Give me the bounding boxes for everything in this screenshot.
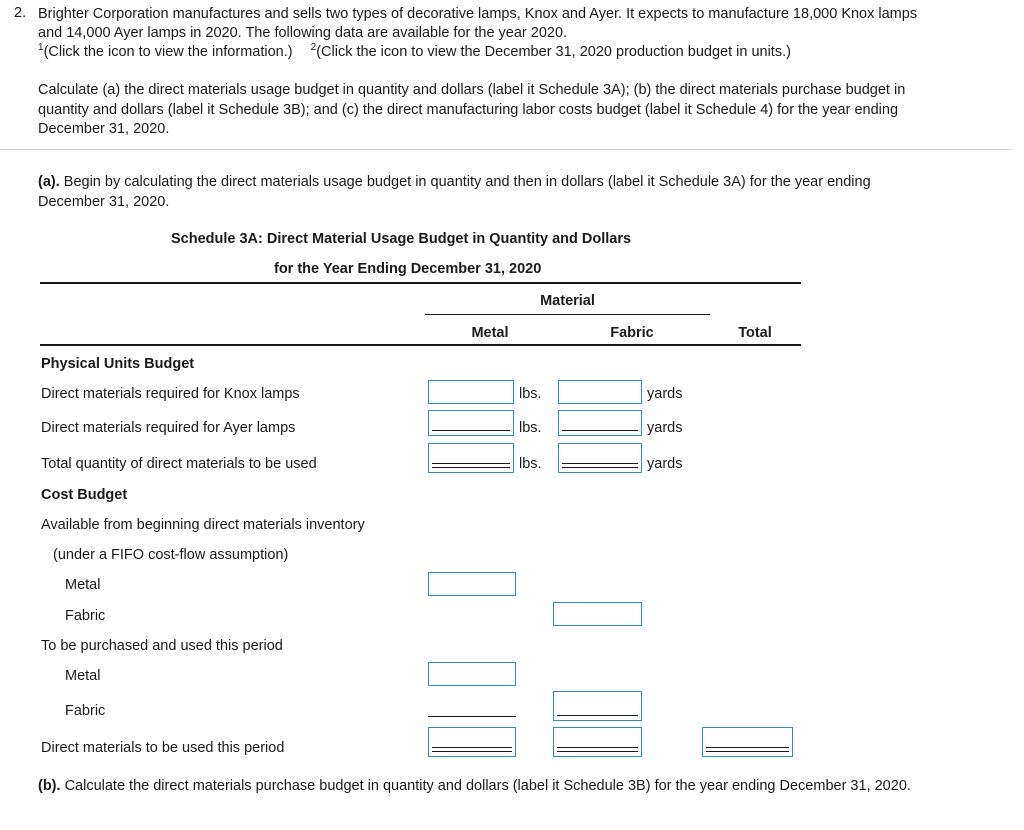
header-rule (40, 344, 801, 346)
part-a-line1 (38, 173, 871, 193)
row-purch-metal-label: Metal (65, 668, 101, 684)
used-total-cost-input[interactable] (702, 727, 793, 757)
info-link-2[interactable] (311, 44, 791, 60)
section-divider (0, 149, 1012, 150)
used-fabric-cost-input[interactable] (553, 727, 642, 757)
beg-metal-cost-input[interactable] (428, 572, 516, 596)
used-metal-cost-input[interactable] (428, 727, 516, 757)
title-rule (40, 282, 801, 284)
instructions-line1: Calculate (a) the direct materials usage budget in quantity and dollars (label it Schedule 3A); (b) the direct materials purchase budget in (38, 82, 906, 98)
unit-lbs: lbs. (519, 420, 542, 436)
purch-fabric-cost-input[interactable] (553, 691, 642, 721)
knox-fabric-input[interactable] (558, 380, 642, 404)
unit-lbs: lbs. (519, 456, 542, 472)
row-ayer-label: Direct materials required for Ayer lamps (41, 420, 296, 436)
column-header-metal: Metal (471, 325, 509, 341)
part-a-text: Begin by calculating the direct materials usage budget in quantity and then in dollars (label it Schedule 3A) for the year ending (59, 174, 871, 190)
part-a-line2: December 31, 2020. (38, 194, 170, 210)
ayer-metal-input[interactable] (428, 410, 514, 436)
unit-yards: yards (647, 386, 683, 402)
total-fabric-input[interactable] (558, 443, 642, 473)
total-metal-input[interactable] (428, 443, 514, 473)
row-total-qty-label: Total quantity of direct materials to be used (41, 456, 317, 472)
row-knox-label: Direct materials required for Knox lamps (41, 386, 300, 402)
unit-yards: yards (647, 420, 683, 436)
part-b-text: Calculate the direct materials purchase budget in quantity and dollars (label it Schedule 3B) for the year ending December 31, 2020. (60, 778, 911, 794)
knox-metal-input[interactable] (428, 380, 514, 404)
schedule-subtitle: for the Year Ending December 31, 2020 (274, 261, 542, 277)
part-b-line (38, 777, 911, 797)
row-available-label: Available from beginning direct materials inventory (41, 517, 365, 533)
info-links (38, 43, 791, 63)
unit-lbs: lbs. (519, 386, 542, 402)
info-link-1-sup: 1 (38, 42, 44, 54)
part-a-label: (a). (38, 174, 60, 190)
column-header-fabric: Fabric (610, 325, 654, 341)
question-intro-line1: Brighter Corporation manufactures and sells two types of decorative lamps, Knox and Ayer. It expects to manufacture 18,000 Knox lamps (38, 6, 918, 22)
question-number: 2. (14, 5, 27, 21)
unit-yards: yards (647, 456, 683, 472)
metal-subtotal-line (428, 716, 516, 717)
row-beg-metal-label: Metal (65, 577, 101, 593)
info-link-2-sup: 2 (310, 42, 317, 54)
instructions-line2: quantity and dollars (label it Schedule 3B); and (c) the direct manufacturing labor costs budget (label it Schedule 4) for the year ending (38, 102, 899, 118)
instructions-line3: December 31, 2020. (38, 121, 170, 137)
part-b-label: (b). (38, 778, 61, 794)
row-used-label: Direct materials to be used this period (41, 740, 285, 756)
row-fifo-label: (under a FIFO cost-flow assumption) (53, 547, 289, 563)
row-purchased-label: To be purchased and used this period (41, 638, 283, 654)
question-intro-line2: and 14,000 Ayer lamps in 2020. The following data are available for the year 2020. (38, 25, 568, 41)
beg-fabric-cost-input[interactable] (553, 602, 642, 626)
schedule-title: Schedule 3A: Direct Material Usage Budget in Quantity and Dollars (171, 231, 632, 247)
info-link-1-text: (Click the icon to view the information.) (43, 44, 293, 60)
material-group-header: Material (540, 293, 595, 309)
physical-units-header: Physical Units Budget (41, 356, 195, 372)
row-beg-fabric-label: Fabric (65, 608, 106, 624)
info-link-1[interactable] (38, 44, 293, 60)
ayer-fabric-input[interactable] (558, 410, 642, 436)
row-purch-fabric-label: Fabric (65, 703, 106, 719)
column-header-total: Total (738, 325, 772, 341)
purch-metal-cost-input[interactable] (428, 662, 516, 686)
material-group-rule (425, 314, 710, 315)
info-link-2-text: (Click the icon to view the December 31, 2020 production budget in units.) (316, 44, 791, 60)
cost-budget-header: Cost Budget (41, 487, 128, 503)
